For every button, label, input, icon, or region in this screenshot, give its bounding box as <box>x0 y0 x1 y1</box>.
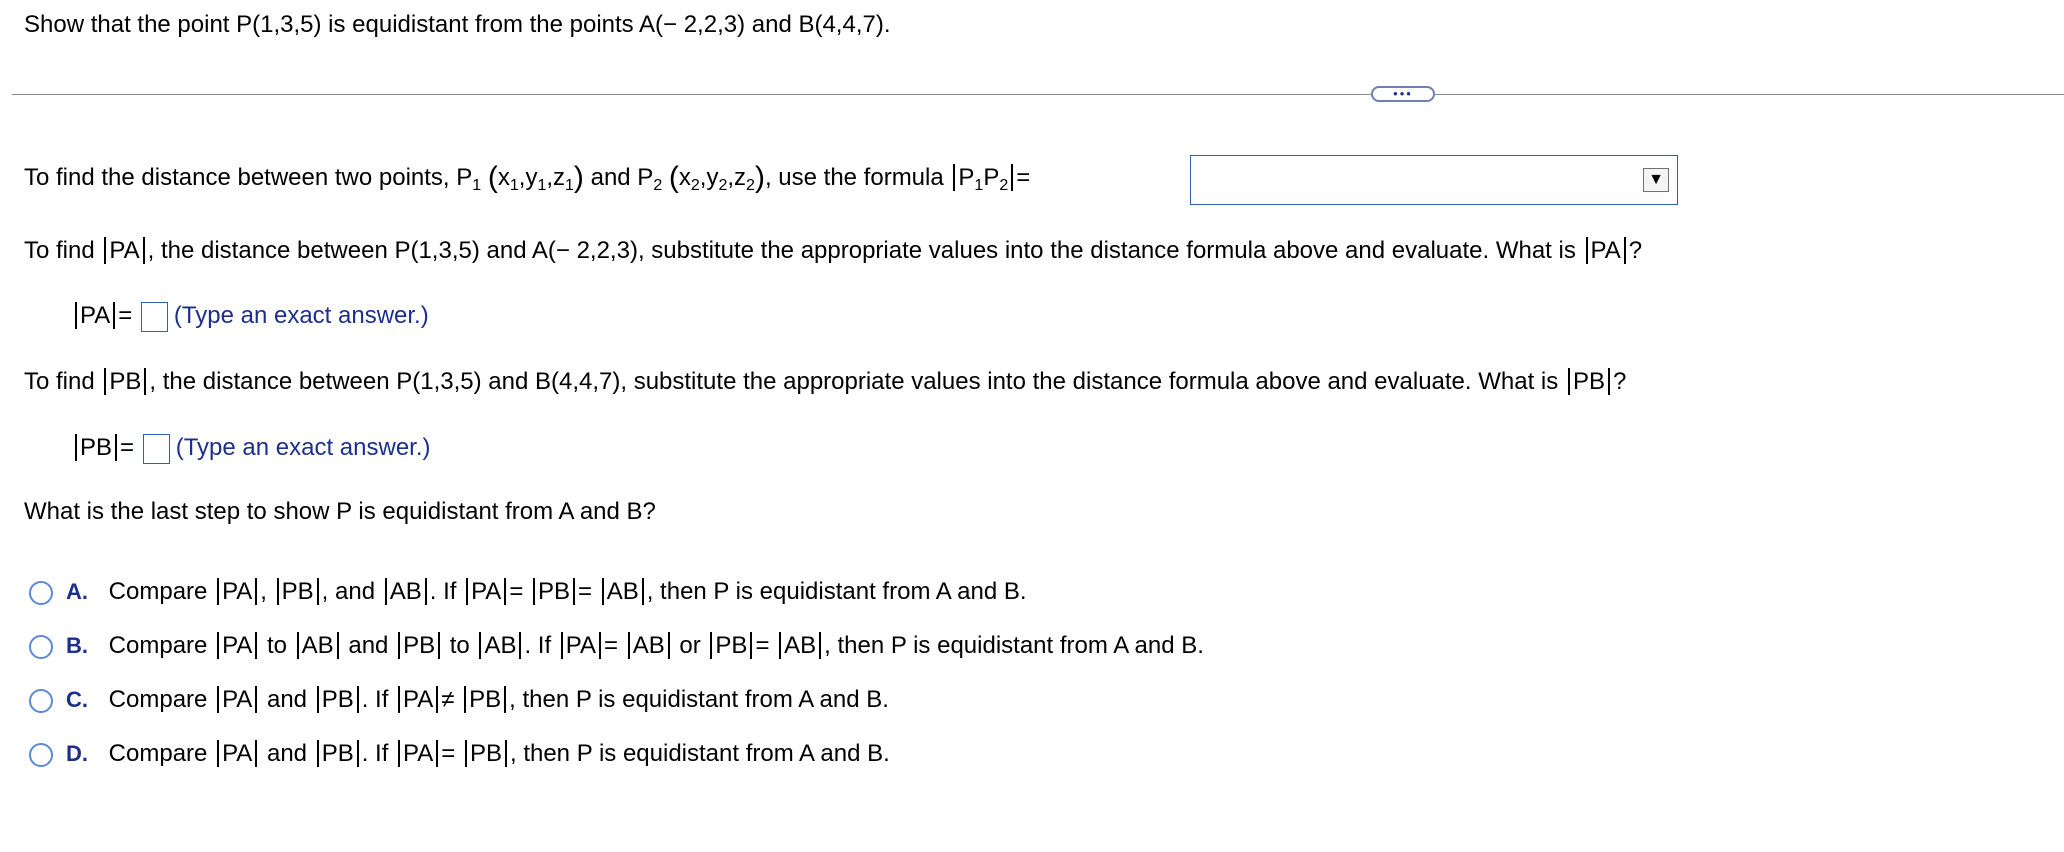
option-a-compare: Compare <box>108 578 208 605</box>
option-d-if: . If <box>361 740 389 767</box>
formula-prefix: To find the distance between two points, P <box>24 164 473 191</box>
pb-hint: (Type an exact answer.) <box>175 434 431 461</box>
option-b-tail: , then P is equidistant from A and B. <box>824 632 1204 659</box>
option-d-term: PA <box>398 740 438 767</box>
x1-sub: 1 <box>509 177 519 194</box>
x1-label: x <box>497 164 510 191</box>
p1-label: P <box>958 164 975 191</box>
option-d-compare: Compare <box>108 740 208 767</box>
option-c-tail: , then P is equidistant from A and B. <box>509 686 889 713</box>
option-a-eq: = <box>578 578 593 605</box>
option-c-term: PB <box>317 686 359 713</box>
formula-equals: = <box>1016 164 1031 191</box>
pa-answer-input[interactable] <box>141 302 168 332</box>
option-c-compare: Compare <box>108 686 208 713</box>
option-b-compare: Compare <box>108 632 208 659</box>
pb-answer-row <box>72 433 431 464</box>
p1-sub: 1 <box>472 177 482 194</box>
option-b-if: . If <box>524 632 552 659</box>
option-a-eq: = <box>509 578 524 605</box>
option-b-term: PA <box>561 632 601 659</box>
pa-question <box>24 236 1642 266</box>
option-a-term: AB <box>602 578 644 605</box>
formula-row: To find the distance between two points, $P_1$ $(x_1,y_1,z_1)$ and $P_2$ $(x_2,y_2,z_2)$, use the formula $P_1P_2$ = <box>24 161 1031 194</box>
option-c-and: and <box>266 686 308 713</box>
paren-open-2: ( <box>668 161 679 194</box>
option-a-if: . If <box>429 578 457 605</box>
pb-answer-input[interactable] <box>143 434 170 464</box>
pa-abs-2: PA <box>1586 237 1626 264</box>
pa-middle: , the distance between P(1,3,5) and A(− 2,2,3), substitute the appropriate values into the distance formula above and evaluate. What is <box>147 237 1576 264</box>
option-b-term: PB <box>710 632 752 659</box>
option-d-term: PB <box>317 740 359 767</box>
pb-question <box>24 367 1626 397</box>
pb-suffix: ? <box>1612 368 1627 395</box>
pa-prefix: To find <box>24 237 95 264</box>
and-p2-label: and P <box>590 164 654 191</box>
formula-suffix: , use the formula <box>764 164 944 191</box>
option-a-and: , and <box>321 578 376 605</box>
y1-sub: 1 <box>537 177 547 194</box>
pa-equals: = <box>118 302 133 329</box>
option-d-radio[interactable] <box>29 743 53 767</box>
option-d-term: PA <box>217 740 257 767</box>
pa-hint: (Type an exact answer.) <box>173 302 429 329</box>
divider <box>12 94 2064 95</box>
option-b-term: AB <box>779 632 821 659</box>
option-b-to: to <box>449 632 470 659</box>
pb-abs: PB <box>104 368 146 395</box>
option-b-radio[interactable] <box>29 635 53 659</box>
option-a-term: AB <box>385 578 427 605</box>
option-d[interactable] <box>66 739 890 769</box>
option-b-and: and <box>348 632 389 659</box>
pb-prefix: To find <box>24 368 95 395</box>
option-a-term: PA <box>217 578 257 605</box>
dropdown-arrow-icon[interactable]: ▼ <box>1643 168 1669 192</box>
last-step-question: What is the last step to show P is equidistant from A and B? <box>24 498 656 525</box>
option-d-term: PB <box>465 740 507 767</box>
option-a-radio[interactable] <box>29 581 53 605</box>
paren-close: ) <box>573 161 584 194</box>
option-b-term: PB <box>398 632 440 659</box>
p2-sub: 2 <box>653 177 663 194</box>
pb-equals: = <box>120 434 135 461</box>
option-c-term: PA <box>217 686 257 713</box>
option-b-term: AB <box>479 632 521 659</box>
option-b-or: or <box>679 632 701 659</box>
pa-abs: PA <box>104 237 144 264</box>
paren-open: ( <box>487 161 498 194</box>
option-c-if: . If <box>361 686 389 713</box>
option-c-neq: ≠ <box>441 686 455 713</box>
option-a[interactable]: A. Compare PA , PB , and AB . If PA = PB = AB , then P is equidistant from A and B. <box>66 578 1027 605</box>
option-a-term: PB <box>277 578 319 605</box>
y2-sub: 2 <box>718 177 728 194</box>
option-b-to: to <box>266 632 287 659</box>
y1-label: y <box>525 164 538 191</box>
pb-abs-2: PB <box>1568 368 1610 395</box>
x2-sub: 2 <box>690 177 700 194</box>
p1p2-abs <box>953 164 1013 194</box>
option-b-term: PA <box>217 632 257 659</box>
option-d-letter: D. <box>66 741 88 766</box>
pa-answer-label: PA <box>75 302 115 329</box>
option-b-eq: = <box>755 632 770 659</box>
pa-answer-row <box>72 301 429 332</box>
x2-label: x <box>678 164 691 191</box>
option-a-letter: A. <box>66 579 88 604</box>
option-b-term: AB <box>628 632 670 659</box>
formula-dropdown[interactable] <box>1190 155 1678 205</box>
paren-close-2: ) <box>754 161 765 194</box>
question-prompt: Show that the point P(1,3,5) is equidistant from the points A(− 2,2,3) and B(4,4,7). <box>24 11 891 38</box>
option-c-term: PA <box>398 686 438 713</box>
y2-label: y <box>706 164 719 191</box>
option-a-term: PA <box>466 578 506 605</box>
option-a-tail: , then P is equidistant from A and B. <box>646 578 1027 605</box>
z2-label: z <box>734 164 747 191</box>
option-d-and: and <box>266 740 308 767</box>
option-a-term: PB <box>533 578 575 605</box>
option-b[interactable] <box>66 631 1204 661</box>
p2-label-sub: 2 <box>999 177 1009 194</box>
option-b-letter: B. <box>66 633 88 658</box>
option-c-letter: C. <box>66 687 88 712</box>
z2-sub: 2 <box>746 177 755 194</box>
more-button[interactable]: ••• <box>1371 86 1435 102</box>
pb-answer-label: PB <box>75 434 117 461</box>
option-d-eq: = <box>441 740 456 767</box>
p1-label-sub: 1 <box>974 177 984 194</box>
option-d-tail: , then P is equidistant from A and B. <box>509 740 890 767</box>
option-b-eq: = <box>604 632 619 659</box>
p2-label: P <box>983 164 1000 191</box>
pa-suffix: ? <box>1628 237 1643 264</box>
z1-label: z <box>553 164 566 191</box>
pb-middle: , the distance between P(1,3,5) and B(4,4,7), substitute the appropriate values into the distance formula above and evaluate. What is <box>149 368 1559 395</box>
z1-sub: 1 <box>565 177 574 194</box>
option-c[interactable] <box>66 685 889 715</box>
option-c-term: PB <box>464 686 506 713</box>
option-b-term: AB <box>297 632 339 659</box>
option-c-radio[interactable] <box>29 689 53 713</box>
